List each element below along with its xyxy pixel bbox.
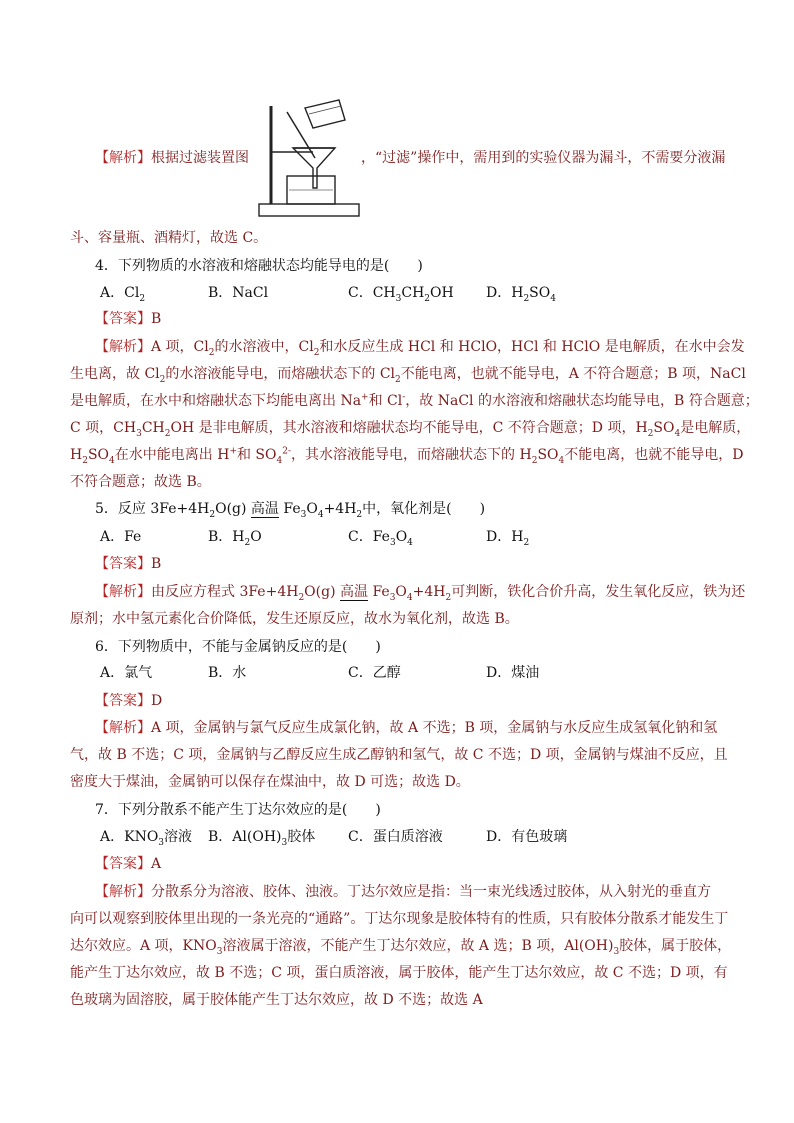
q5-option-c: C．$Fe_3O_4$ <box>348 529 413 548</box>
analysis-label: 【解析】 <box>95 150 151 166</box>
q7-analysis-line1: 【解析】分散系分为溶液、胶体、浊液。丁达尔效应是指：当一束光线透过胶体，从入射光的垂直方 <box>95 884 711 900</box>
q4-analysis-line2: 生电离，故 $Cl_2$的水溶液能导电，而熔融状态下的 $Cl_2$不能电离，也就不能导电，A 不符合题意；B 项，NaCl <box>70 366 746 385</box>
q6-option-c: C．乙醇 <box>348 665 401 681</box>
q4-option-a: A．$Cl_2$ <box>100 285 146 304</box>
q3-analysis-line2: 斗、容量瓶、酒精灯，故选 C。 <box>70 230 268 246</box>
q6-stem: 6．下列物质中，不能与金属钠反应的是( ) <box>95 639 381 655</box>
q6-option-b: B．水 <box>208 665 247 681</box>
q5-option-b: B．$H_2O$ <box>208 529 262 548</box>
q3-analysis-line1: 【解析】根据过滤装置图 ，“过滤”操作中，需用到的实验仪器为漏斗，不需要分液漏 <box>95 150 726 166</box>
q7-option-c: C．蛋白质溶液 <box>348 829 443 845</box>
q4-analysis-line1: 【解析】A 项，$Cl_2$的水溶液中，$Cl_2$和水反应生成 HCl 和 HClO，HCl 和 HClO 是电解质，在水中会发 <box>95 339 745 358</box>
q4-analysis-line6: 不符合题意；故选 B。 <box>70 474 211 490</box>
q6-option-d: D．煤油 <box>486 665 540 681</box>
q4-option-b: B．NaCl <box>208 285 269 301</box>
q4-analysis-line4: C 项，$CH_3CH_2OH$ 是非电解质，其水溶液和熔融状态均不能导电，C 不符合题意；D 项，$H_2SO_4$是电解质， <box>70 420 751 439</box>
q7-option-a: A．$KNO_3$溶液 <box>100 829 193 848</box>
q7-option-d: D．有色玻璃 <box>486 829 568 845</box>
filtration-apparatus-image <box>253 98 361 220</box>
q4-option-d: D．$H_2SO_4$ <box>486 285 556 304</box>
q6-answer: 【答案】D <box>95 693 163 709</box>
q4-option-c: C．$CH_3CH_2OH$ <box>348 285 454 304</box>
q6-analysis-line2: 气，故 B 不选；C 项，金属钠与乙醇反应生成乙醇钠和氢气，故 C 不选；D 项，金属钠与煤油不反应，且 <box>70 747 728 763</box>
q4-analysis-line5: $H_2SO_4$在水中能电离出 H+和 $SO_4^{2-}$，其水溶液能导电，而熔融状态下的 $H_2SO_4$不能电离，也就不能导电，D <box>70 446 744 466</box>
q7-stem: 7．下列分散系不能产生丁达尔效应的是( ) <box>95 802 381 818</box>
q6-option-a: A．氯气 <box>100 665 153 681</box>
q5-analysis-line2: 原剂；水中氢元素化合价降低，发生还原反应，故水为氧化剂，故选 B。 <box>70 611 519 627</box>
q4-stem: 4．下列物质的水溶液和熔融状态均能导电的是( ) <box>95 258 423 274</box>
q7-answer: 【答案】A <box>95 856 162 872</box>
q5-stem: 5．反应 $3Fe+4H_2O(g)$ 高温 $Fe_3O_4+4H_2$中，氧化剂是( ) <box>95 501 486 520</box>
q7-analysis-line5: 色玻璃为固溶胶，属于胶体能产生丁达尔效应，故 D 不选；故选 A <box>70 992 483 1008</box>
q4-answer: 【答案】B <box>95 311 162 327</box>
q7-analysis-line4: 能产生丁达尔效应，故 B 不选；C 项，蛋白质溶液，属于胶体，能产生丁达尔效应，故 C 不选；D 项，有 <box>70 965 728 981</box>
q5-option-d: D．$H_2$ <box>486 529 530 548</box>
q7-analysis-line2: 向可以观察到胶体里出现的一条光亮的“通路”。丁达尔现象是胶体特有的性质，只有胶体分散系才能发生丁 <box>70 911 729 927</box>
q5-option-a: A．Fe <box>100 529 142 545</box>
q4-analysis-line3: 是电解质，在水中和熔融状态下均能电离出 Na+和 Cl-，故 NaCl 的水溶液和熔融状态均能导电，B 符合题意； <box>70 392 759 409</box>
q7-analysis-line3: 达尔效应。A 项，$KNO_3$溶液属于溶液，不能产生丁达尔效应，故 A 选；B 项，$Al(OH)_3$胶体，属于胶体， <box>70 938 732 957</box>
q7-option-b: B．$Al(OH)_3$胶体 <box>208 829 316 848</box>
q5-analysis-line1: 【解析】由反应方程式 $3Fe+4H_2O(g)$ 高温 $Fe_3O_4+4H_2$可判断，铁化合价升高，发生氧化反应，铁为还 <box>95 584 746 603</box>
q6-analysis-line3: 密度大于煤油，金属钠可以保存在煤油中，故 D 可选；故选 D。 <box>70 774 470 790</box>
q6-analysis-line1: 【解析】A 项，金属钠与氯气反应生成氯化钠，故 A 不选；B 项，金属钠与水反应生成氢氧化钠和氢 <box>95 720 718 736</box>
q5-answer: 【答案】B <box>95 556 162 572</box>
